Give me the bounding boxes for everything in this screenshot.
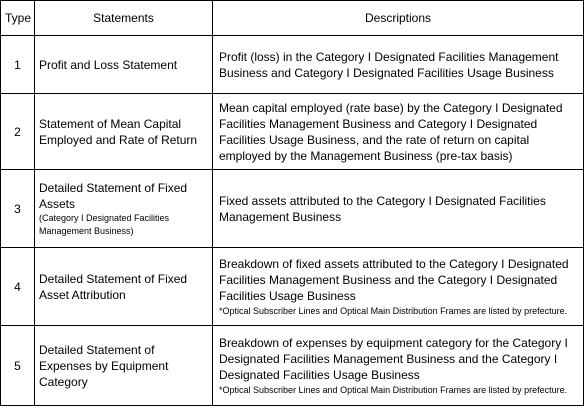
row-description (213, 94, 584, 170)
row-description (213, 36, 584, 94)
row-statement (35, 248, 213, 326)
row-statement (35, 170, 213, 248)
table-row (1, 248, 584, 326)
statement-text: Statement of Mean Capital Employed and Rate of Return (39, 116, 198, 147)
statement-text: Detailed Statement of Fixed Asset Attribution (39, 271, 188, 302)
row-type: 3 (1, 170, 35, 248)
row-type: 2 (1, 94, 35, 170)
description-text: Breakdown of expenses by equipment category for the Category I Designated Facilities Management Business and the Category I Designated Facilities Usage Business (219, 336, 568, 382)
description-text: Profit (loss) in the Category I Designated Facilities Management Business and Category I Designated Facilities Usage Business (219, 49, 559, 80)
row-type: 1 (1, 36, 35, 94)
statement-text: Detailed Statement of Expenses by Equipment Category (39, 342, 169, 389)
row-description (213, 170, 584, 248)
header-type: Type (1, 1, 35, 36)
header-descriptions: Descriptions (213, 1, 584, 36)
table-row (1, 36, 584, 94)
statement-note: (Category I Designated Facilities Management Business) (39, 212, 170, 236)
row-description (213, 248, 584, 326)
row-type: 4 (1, 248, 35, 326)
table-row (1, 170, 584, 248)
description-note: *Optical Subscriber Lines and Optical Main Distribution Frames are listed by prefecture. (219, 385, 568, 395)
row-statement (35, 326, 213, 406)
row-type: 5 (1, 326, 35, 406)
table-header-row (1, 1, 584, 36)
description-text: Mean capital employed (rate base) by the Category I Designated Facilities Management Business and Category I Designated Facilities Usage Business, and the rate of return on capital employed by the Management Business (pre-tax basis) (219, 100, 563, 163)
statement-text: Detailed Statement of Fixed Assets (39, 180, 188, 211)
description-text: Breakdown of fixed assets attributed to the Category I Designated Facilities Management Business and the Category I Designated Facilities Usage Business (219, 257, 569, 303)
table-row (1, 94, 584, 170)
row-statement (35, 36, 213, 94)
statement-text: Profit and Loss Statement (39, 57, 178, 72)
row-statement (35, 94, 213, 170)
description-note: *Optical Subscriber Lines and Optical Main Distribution Frames are listed by prefecture. (219, 306, 568, 316)
table-row (1, 326, 584, 406)
row-description (213, 326, 584, 406)
header-statements: Statements (35, 1, 213, 36)
description-text: Fixed assets attributed to the Category I Designated Facilities Management Business (219, 193, 546, 224)
